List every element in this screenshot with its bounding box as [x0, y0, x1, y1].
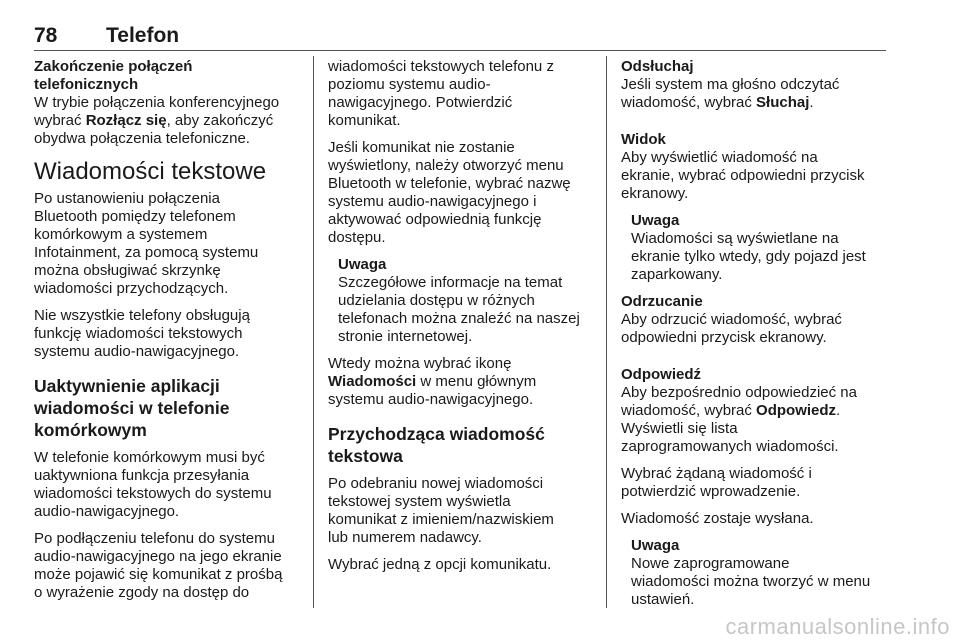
column-left — [34, 58, 306, 611]
menu-term: Słuchaj — [756, 94, 810, 111]
note-label: Uwaga — [631, 537, 680, 554]
paragraph: Po ustanowieniu połączenia Bluetooth pomiędzy telefonem komórkowym a systemem Infotainment, za pomocą systemu można obsługiwać skrzynkę wiadomości przychodzących. — [34, 190, 259, 297]
subsection-heading: Przychodząca wiadomość tekstowa — [328, 424, 545, 466]
section-subheading: Odpowiedź — [621, 366, 701, 383]
paragraph: Po podłączeniu telefonu do systemu audio-nawigacyjnego na jego ekranie może pojawić się komunikat z prośbą o wyrażenie zgody na dostęp do — [34, 530, 283, 601]
paragraph: W trybie połączenia konferencyjnego wybrać Rozłącz się, aby zakończyć obydwa połączenia telefoniczne. — [34, 94, 280, 147]
menu-term: Odpowiedz — [756, 402, 837, 419]
section-heading: Wiadomości tekstowe — [34, 158, 267, 185]
paragraph: W telefonie komórkowym musi być uaktywniona funkcja przesyłania wiadomości tekstowych do systemu audio-nawigacyjnego. — [34, 449, 272, 520]
page-number: 78 — [34, 24, 58, 47]
watermark: carmanualsonline.info — [725, 614, 950, 639]
note-label: Uwaga — [631, 212, 680, 229]
section-subheading: Odrzucanie — [621, 293, 703, 310]
paragraph: Wybrać żądaną wiadomość i potwierdzić wprowadzenie. — [621, 465, 812, 500]
section-subheading: Zakończenie połączeń telefonicznych — [34, 58, 193, 93]
note-text: Wiadomości są wyświetlane na ekranie tylko wtedy, gdy pojazd jest zaparkowany. — [631, 230, 866, 283]
note-box — [631, 212, 893, 284]
column-divider — [313, 56, 314, 608]
note-text: Szczegółowe informacje na temat udzielania dostępu w różnych telefonach można znaleźć na naszej stronie internetowej. — [338, 274, 580, 345]
column-right — [621, 58, 893, 618]
paragraph: Wiadomość zostaje wysłana. — [621, 510, 814, 527]
section-subheading: Odsłuchaj — [621, 58, 694, 75]
page-header — [34, 24, 888, 50]
note-box — [338, 256, 600, 346]
menu-term: Rozłącz się — [85, 112, 167, 129]
note-box — [631, 537, 893, 609]
paragraph: Wybrać jedną z opcji komunikatu. — [328, 556, 552, 573]
paragraph: Wtedy można wybrać ikonę Wiadomości w menu głównym systemu audio-nawigacyjnego. — [328, 355, 537, 408]
column-middle — [328, 58, 600, 583]
paragraph: Jeśli system ma głośno odczytać wiadomość, wybrać Słuchaj. — [621, 76, 840, 111]
subsection-heading: Uaktywnienie aplikacji wiadomości w telefonie komórkowym — [34, 376, 230, 440]
paragraph: Aby bezpośrednio odpowiedzieć na wiadomość, wybrać Odpowiedz. Wyświetli się lista zaprogramowanych wiadomości. — [621, 384, 857, 455]
paragraph: Po odebraniu nowej wiadomości tekstowej system wyświetla komunikat z imieniem/nazwiskiem lub numerem nadawcy. — [328, 475, 554, 546]
header-rule — [34, 50, 886, 51]
paragraph: Jeśli komunikat nie zostanie wyświetlony, należy otworzyć menu Bluetooth w telefonie, wybrać nazwę systemu audio-nawigacyjnego i aktywować odpowiednią funkcję dostępu. — [328, 139, 571, 246]
paragraph: wiadomości tekstowych telefonu z poziomu systemu audio- nawigacyjnego. Potwierdzić komunikat. — [328, 58, 554, 129]
note-label: Uwaga — [338, 256, 387, 273]
note-text: Nowe zaprogramowane wiadomości można tworzyć w menu ustawień. — [631, 555, 871, 608]
page-title: Telefon — [106, 24, 180, 47]
section-subheading: Widok — [621, 131, 666, 148]
menu-term: Wiadomości — [328, 373, 417, 390]
paragraph: Nie wszystkie telefony obsługują funkcję wiadomości tekstowych systemu audio-nawigacyjnego. — [34, 307, 250, 360]
column-divider — [606, 56, 607, 608]
paragraph: Aby odrzucić wiadomość, wybrać odpowiedni przycisk ekranowy. — [621, 311, 842, 346]
paragraph: Aby wyświetlić wiadomość na ekranie, wybrać odpowiedni przycisk ekranowy. — [621, 149, 865, 202]
